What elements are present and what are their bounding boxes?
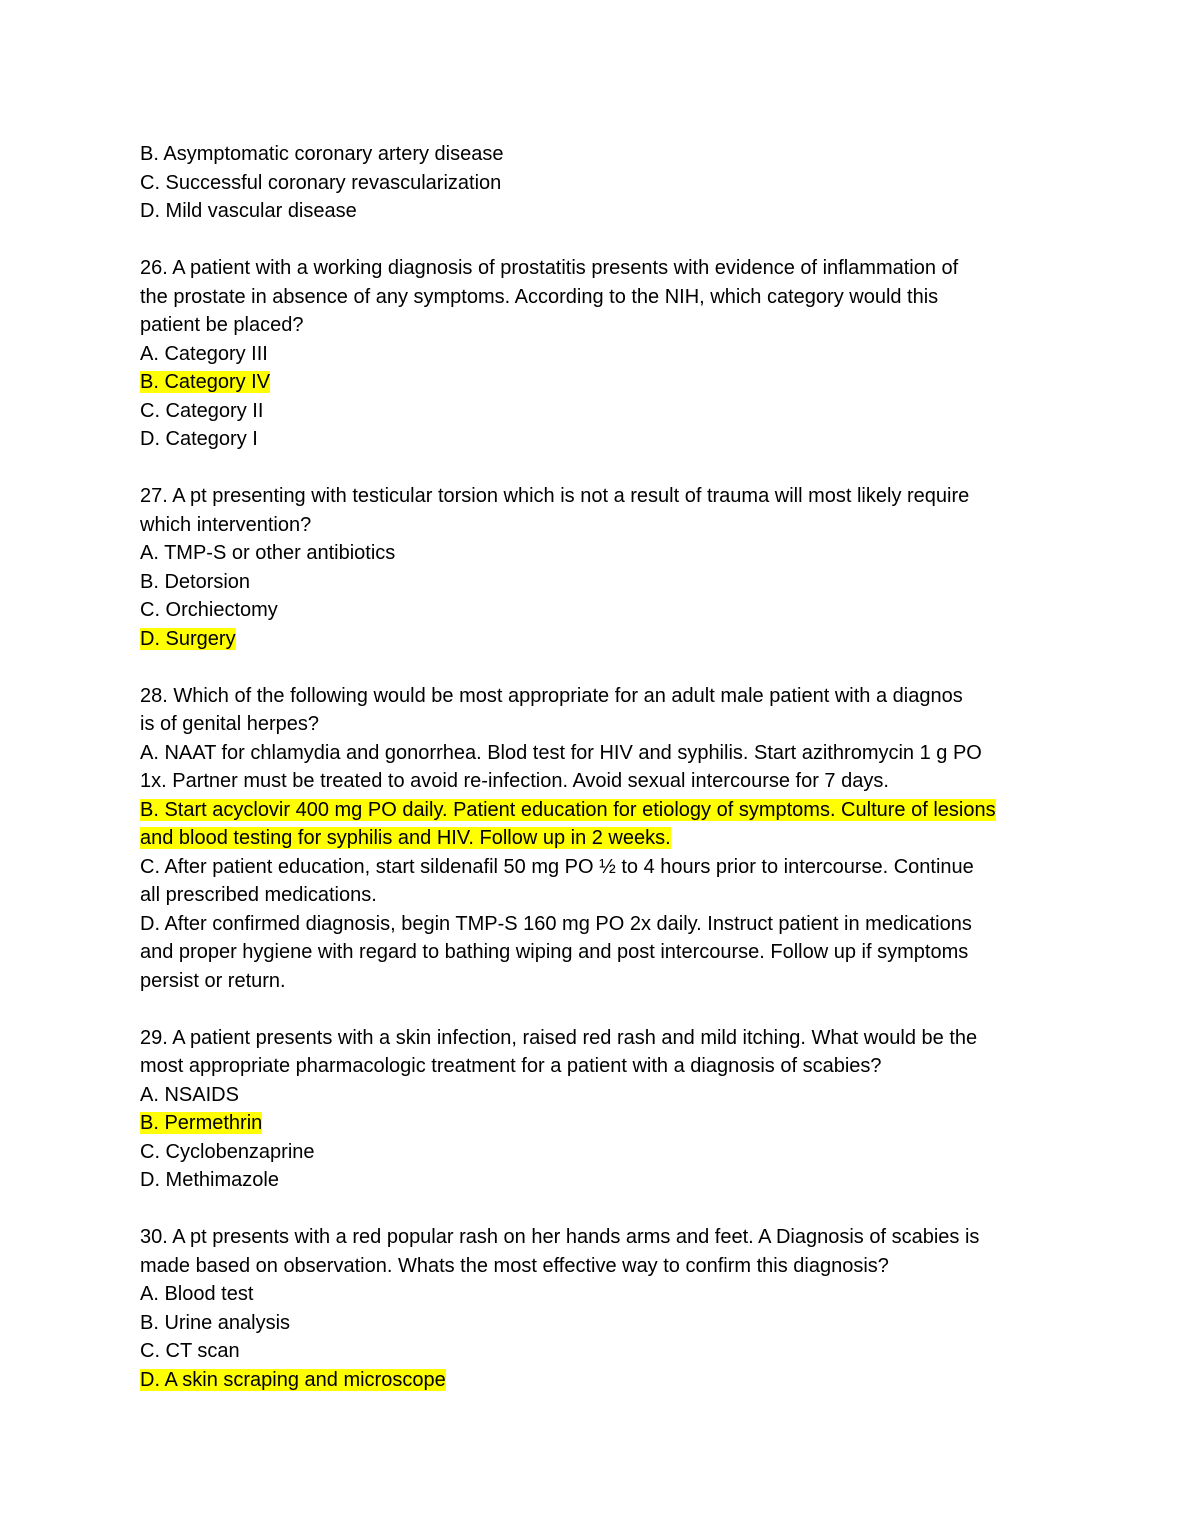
- question-stem: 30. A pt presents with a red popular rash on her hands arms and feet. A Diagnosis of scabies is: [140, 1226, 980, 1248]
- option-a: A. NSAIDS: [140, 1083, 239, 1106]
- question-28: [140, 682, 1060, 996]
- question-30: [140, 1223, 1060, 1394]
- option-b-highlighted-answer: B. Category IV: [140, 371, 271, 393]
- option-c: C. After patient education, start sildenafil 50 mg PO ½ to 4 hours prior to intercourse. Continue: [140, 855, 974, 878]
- option-c: C. Successful coronary revascularization: [140, 171, 502, 194]
- option-c: C. CT scan: [140, 1340, 240, 1362]
- option-a: A. NAAT for chlamydia and gonorrhea. Blod test for HIV and syphilis. Start azithromycin 1 g PO: [140, 741, 982, 764]
- question-stem: patient be placed?: [140, 314, 304, 336]
- option-d-highlighted-answer: D. Surgery: [140, 627, 236, 650]
- option-b-highlighted-answer: B. Start acyclovir 400 mg PO daily. Patient education for etiology of symptoms. Culture of lesions: [140, 798, 996, 821]
- question-stem: 26. A patient with a working diagnosis of prostatitis presents with evidence of inflammation of: [140, 257, 959, 279]
- question-stem: 29. A patient presents with a skin infection, raised red rash and mild itching. What would be the: [140, 1026, 978, 1049]
- document-page: [140, 140, 1060, 1423]
- option-d: D. Mild vascular disease: [140, 200, 357, 222]
- option-c: C. Category II: [140, 399, 264, 422]
- question-29: [140, 1024, 1060, 1195]
- option-a: A. Blood test: [140, 1283, 254, 1305]
- question-26: [140, 254, 1060, 454]
- option-d: D. After confirmed diagnosis, begin TMP-S 160 mg PO 2x daily. Instruct patient in medications: [140, 912, 972, 935]
- question-27: [140, 482, 1060, 653]
- option-d: D. Category I: [140, 428, 258, 450]
- option-d: and proper hygiene with regard to bathing wiping and post intercourse. Follow up if symptoms: [140, 941, 969, 963]
- question-25-continued: [140, 140, 1060, 226]
- question-stem: is of genital herpes?: [140, 713, 320, 735]
- option-d: D. Methimazole: [140, 1169, 279, 1191]
- option-c: all prescribed medications.: [140, 884, 377, 906]
- question-stem: 27. A pt presenting with testicular torsion which is not a result of trauma will most likely require: [140, 485, 970, 507]
- option-d-highlighted-answer: D. A skin scraping and microscope: [140, 1368, 446, 1391]
- question-stem: most appropriate pharmacologic treatment for a patient with a diagnosis of scabies?: [140, 1055, 882, 1077]
- option-b: B. Asymptomatic coronary artery disease: [140, 143, 504, 165]
- option-a: 1x. Partner must be treated to avoid re-infection. Avoid sexual intercourse for 7 days.: [140, 770, 889, 792]
- option-a: A. Category III: [140, 342, 268, 365]
- question-stem: 28. Which of the following would be most appropriate for an adult male patient with a diagnos: [140, 684, 963, 707]
- option-c: C. Cyclobenzaprine: [140, 1140, 315, 1163]
- option-b-highlighted-answer: and blood testing for syphilis and HIV. Follow up in 2 weeks.: [140, 827, 671, 849]
- question-stem: the prostate in absence of any symptoms. According to the NIH, which category would this: [140, 285, 939, 308]
- option-b: B. Urine analysis: [140, 1311, 291, 1334]
- question-stem: which intervention?: [140, 513, 312, 536]
- question-stem: made based on observation. Whats the most effective way to confirm this diagnosis?: [140, 1254, 889, 1277]
- option-b-highlighted-answer: B. Permethrin: [140, 1112, 263, 1134]
- option-c: C. Orchiectomy: [140, 599, 278, 621]
- option-a: A. TMP-S or other antibiotics: [140, 542, 396, 564]
- option-b: B. Detorsion: [140, 570, 251, 593]
- option-d: persist or return.: [140, 969, 286, 992]
